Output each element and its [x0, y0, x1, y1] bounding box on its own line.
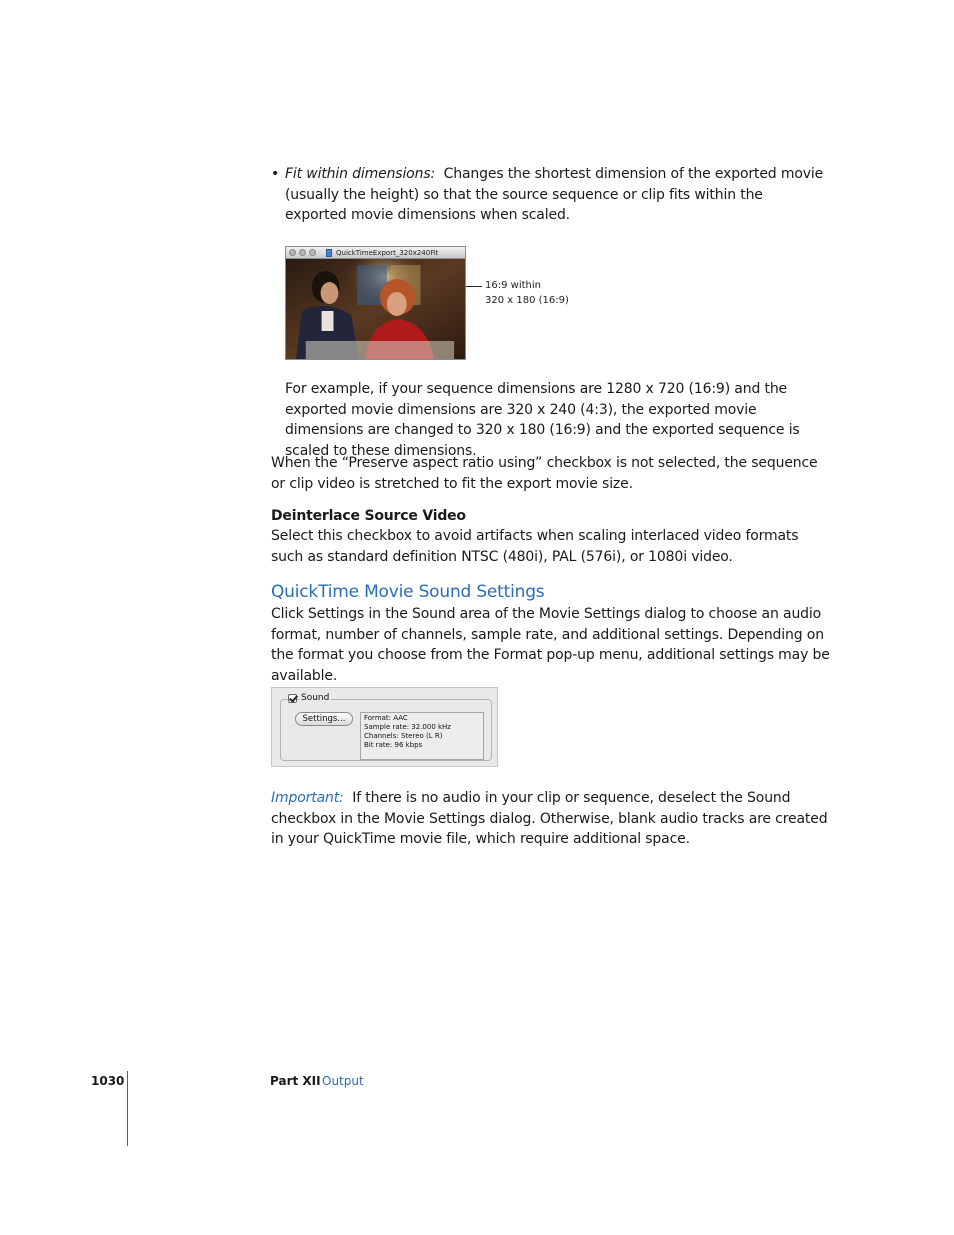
document-icon: [326, 249, 332, 257]
bit-rate-info: Bit rate: 96 kbps: [364, 741, 423, 749]
sample-rate-info: Sample rate: 32.000 kHz: [364, 723, 451, 731]
window-title: QuickTimeExport_320x240Fit: [336, 249, 439, 257]
bullet-term: Fit within dimensions:: [285, 166, 436, 182]
minimize-window-icon: [299, 249, 306, 256]
figure-callout: [485, 278, 569, 308]
video-frame-image: [286, 259, 465, 360]
sound-settings-figure: [271, 687, 498, 767]
bullet-description: Changes the shortest dimension of the exported movie (usually the height) so that the source sequence or clip fits within the exported movie dimensions when scaled.: [285, 166, 824, 223]
callout-line-1: 16:9 within: [485, 280, 541, 291]
section-paragraph: Click Settings in the Sound area of the Movie Settings dialog to choose an audio format, number of channels, sample rate, and additional settings. Depending on the format you choose from the Format pop-up menu, additional settings may be available.: [271, 606, 830, 684]
footer-part: Part XII: [270, 1074, 321, 1088]
important-note: [271, 788, 831, 850]
deinterlace-heading: Deinterlace Source Video: [271, 508, 466, 524]
preserve-aspect-paragraph: When the “Preserve aspect ratio using” checkbox is not selected, the sequence or clip video is stretched to fit the export movie size.: [271, 455, 818, 492]
zoom-window-icon: [309, 249, 316, 256]
callout-leader-line: [466, 286, 482, 287]
page-number: 1030: [91, 1074, 125, 1088]
bullet-paragraph: [285, 164, 825, 226]
example-paragraph: For example, if your sequence dimensions are 1280 x 720 (16:9) and the exported movie dimensions are 320 x 240 (4:3), the exported movie dimensions are changed to 320 x 180 (16:9) and the exported sequence is scaled to these dimensions.: [285, 381, 800, 459]
deinterlace-paragraph: Select this checkbox to avoid artifacts when scaling interlaced video formats such as standard definition NTSC (480i), PAL (576i), or 1080i video.: [271, 528, 799, 565]
sound-info-box: [360, 712, 484, 760]
callout-line-2: 320 x 180 (16:9): [485, 295, 569, 306]
close-window-icon: [289, 249, 296, 256]
footer-rule: [127, 1071, 128, 1146]
format-info: Format: AAC: [364, 714, 408, 722]
important-label: Important:: [271, 790, 344, 806]
channels-info: Channels: Stereo (L R): [364, 732, 443, 740]
sound-checkbox[interactable]: [288, 694, 297, 703]
important-text: If there is no audio in your clip or sequence, deselect the Sound checkbox in the Movie Settings dialog. Otherwise, blank audio tracks are created in your QuickTime movie file, which require additional space.: [271, 790, 828, 847]
footer-section-title: Output: [322, 1074, 364, 1088]
window-titlebar: [286, 247, 465, 259]
sound-checkbox-label: Sound: [301, 693, 330, 703]
bullet-marker: •: [271, 166, 280, 182]
section-heading: QuickTime Movie Sound Settings: [271, 582, 545, 602]
settings-button[interactable]: Settings...: [295, 712, 353, 726]
quicktime-window-figure: [285, 246, 466, 360]
